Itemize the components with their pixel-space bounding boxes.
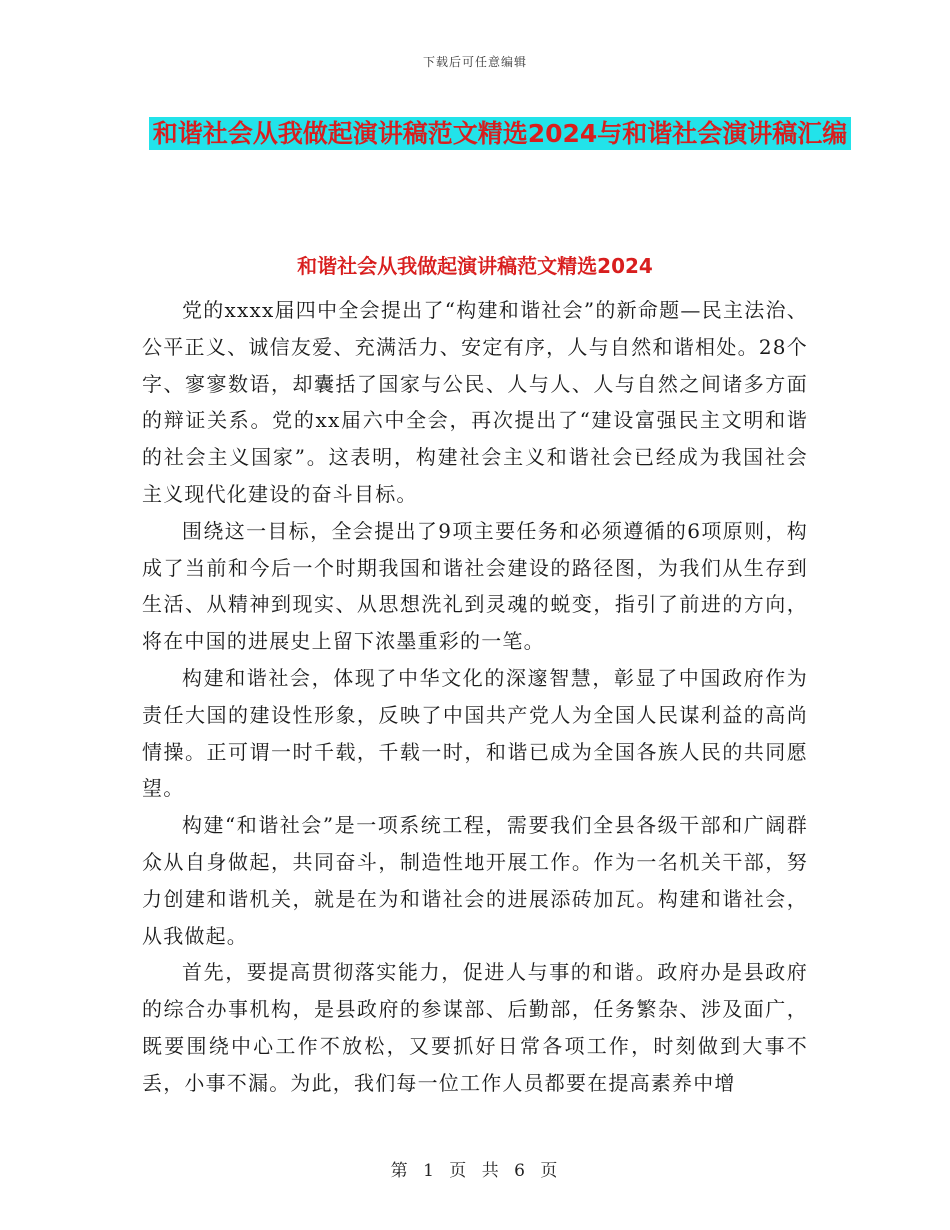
paragraph: 首先，要提高贯彻落实能力，促进人与事的和谐。政府办是县政府的综合办事机构，是县政府的参谋部、后勤部，任务繁杂、涉及面广，既要围绕中心工作不放松，又要抓好日常各项工作，时刻做到大事不丢，小事不漏。为此，我们每一位工作人员都要在提高素养中增	[142, 960, 808, 1095]
document-main-title	[140, 112, 860, 156]
page-header-note: 下载后可任意编辑	[422, 55, 527, 69]
main-title-text: 和谐社会从我做起演讲稿范文精选2024与和谐社会演讲稿汇编	[149, 117, 852, 150]
paragraph: 围绕这一目标，全会提出了9项主要任务和必须遵循的6项原则，构成了当前和今后一个时期我国和谐社会建设的路径图，为我们从生存到生活、从精神到现实、从思想洗礼到灵魂的蜕变，指引了前进的方向，将在中国的进展史上留下浓墨重彩的一笔。	[142, 518, 808, 654]
paragraph: 党的xxxx届四中全会提出了“构建和谐社会”的新命题—民主法治、公平正义、诚信友爱、充满活力、安定有序，人与自然和谐相处。28个字、寥寥数语，却囊括了国家与公民、人与人、人与自然之间诸多方面的辩证关系。党的xx届六中全会，再次提出了“建设富强民主文明和谐的社会主义国家”。这表明，构建社会主义和谐社会已经成为我国社会主义现代化建设的奋斗目标。	[142, 298, 808, 506]
section-title: 和谐社会从我做起演讲稿范文精选2024	[297, 254, 653, 278]
document-body	[142, 292, 808, 1102]
page-number-footer: 第 1 页 共 6 页	[390, 1161, 560, 1181]
paragraph: 构建“和谐社会”是一项系统工程，需要我们全县各级干部和广阔群众从自身做起，共同奋斗，制造性地开展工作。作为一名机关干部，努力创建和谐机关，就是在为和谐社会的进展添砖加瓦。构建和谐社会，从我做起。	[142, 813, 808, 948]
paragraph: 构建和谐社会，体现了中华文化的深邃智慧，彰显了中国政府作为责任大国的建设性形象，反映了中国共产党人为全国人民谋利益的高尚情操。正可谓一时千载，千载一时，和谐已成为全国各族人民的共同愿望。	[142, 665, 808, 801]
